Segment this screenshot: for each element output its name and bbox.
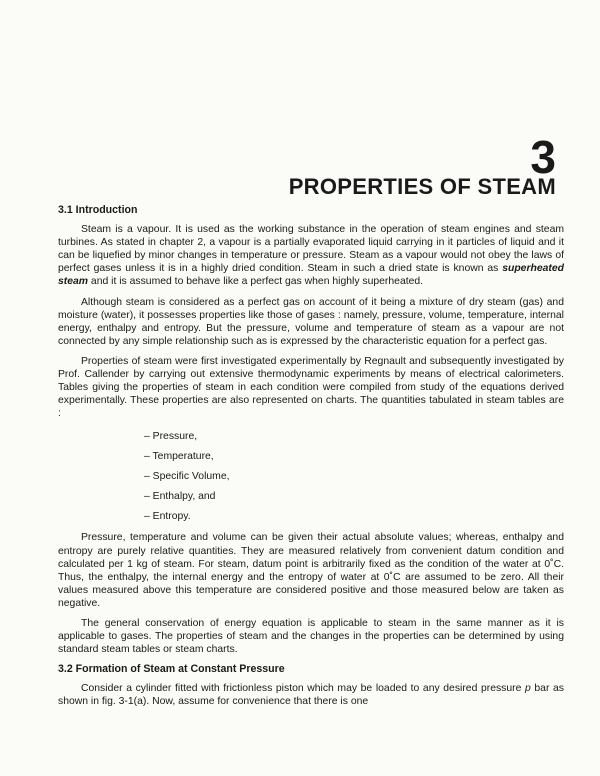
- body-text: [58, 204, 564, 716]
- quantities-list: [144, 427, 564, 527]
- paragraph-1: [58, 223, 564, 288]
- list-item: – Enthalpy, and: [144, 491, 216, 503]
- paragraph-6: [58, 682, 564, 708]
- list-item: – Entropy.: [144, 511, 191, 523]
- paragraph-1-text-b: and it is assumed to behave like a perfect gas when highly superheated.: [88, 276, 424, 288]
- paragraph-6-text-a: Consider a cylinder fitted with frictionless piston which may be loaded to any desired pressure: [81, 683, 525, 695]
- paragraph-3: Properties of steam were first investigated experimentally by Regnault and subsequently investigated by Prof. Callender by carrying out extensive thermodynamic experiments by means of electrical calorimeters. Tables giving the properties of steam in each condition were compiled from study of the equations derived experimentally. These properties are also represented on charts. The quantities tabulated in steam tables are :: [58, 355, 564, 420]
- paragraph-4: Pressure, temperature and volume can be given their actual absolute values; whereas, enthalpy and entropy are purely relative quantities. They are measured relatively from convenient datum condition and calculated per 1 kg of steam. For steam, datum point is arbitrarily fixed as the condition of the water at 0˚C. Thus, the enthalpy, the internal energy and the entropy of water at 0˚C are assumed to be zero. All their values measured above this temperature are considered positive and those measured below are taken as negative.: [58, 532, 564, 609]
- section-heading-formation: 3.2 Formation of Steam at Constant Pressure: [58, 663, 285, 676]
- list-item: – Temperature,: [144, 451, 214, 463]
- chapter-title: PROPERTIES OF STEAM: [288, 174, 556, 199]
- paragraph-2: Although steam is considered as a perfect gas on account of it being a mixture of dry steam (gas) and moisture (water), it possesses properties like those of gases : namely, pressure, volume, temperature, internal energy, enthalpy and entropy. But the pressure, volume and temperature of steam as a vapour are not connected by any simple relationship such as is expressed by the characteristic equation for a perfect gas.: [58, 296, 564, 347]
- paragraph-6-text-b: bar as shown in fig. 3-1(a). Now, assume for convenience that there is one: [58, 683, 564, 708]
- pressure-variable: p: [525, 683, 531, 695]
- paragraph-1-text-a: Steam is a vapour. It is used as the working substance in the operation of steam engines and steam turbines. As stated in chapter 2, a vapour is a partially evaporated liquid carrying in it particles of liquid and it can be liquefied by minor changes in temperature or pressure. Steam as a vapour would not obey the laws of perfect gases unless it is in a highly dried condition. Steam in such a dried state is known as: [58, 224, 564, 275]
- list-item: – Pressure,: [144, 431, 198, 443]
- chapter-number: 3: [530, 131, 556, 183]
- superheated-steam-term: superheated steam: [58, 263, 564, 288]
- paragraph-5: The general conservation of energy equation is applicable to steam in the same manner as it is applicable to gases. The properties of steam and the changes in the properties can be determined by using standard steam tables or steam charts.: [58, 617, 564, 656]
- section-heading-introduction: 3.1 Introduction: [58, 204, 138, 216]
- list-item: – Specific Volume,: [144, 471, 230, 483]
